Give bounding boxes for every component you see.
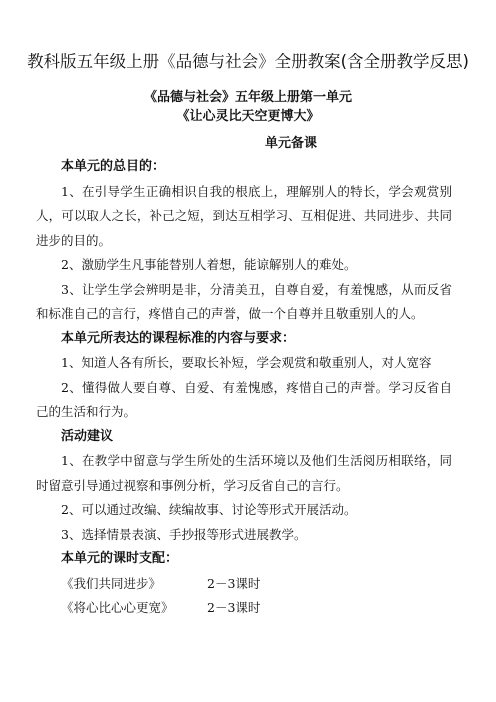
standards-heading: 本单元所表达的课程标准的内容与要求： — [61, 330, 296, 346]
document-body — [36, 155, 452, 621]
goal-item: 2、激励学生凡事能替别人着想，能谅解别人的难处。 — [61, 257, 357, 272]
schedule-hours: 2－3课时 — [207, 575, 261, 591]
schedule-lesson: 《我们共同进步》 — [61, 575, 162, 591]
activity-item: 2、可以通过改编、续编故事、讨论等形式开展活动。 — [61, 502, 357, 517]
schedule-row — [36, 596, 452, 621]
activity-item: 3、选择情景表演、手抄报等形式进展教学。 — [61, 526, 307, 542]
schedule-row — [36, 572, 452, 597]
unit-name-subtitle: 《让心灵比天空更博大》 — [176, 109, 320, 124]
book-unit-subtitle: 《品德与社会》五年级上册第一单元 — [143, 90, 352, 105]
standard-item: 1、知道人各有所长，要取长补短，学会观赏和敬重别人，对人宽容 — [61, 355, 432, 370]
goal-item: 1、在引导学生正确相识自我的根底上，理解别人的特长，学会观赏别人，可以取人之长，补己之短，到达互相学习、互相促进、共同进步、共同进步的目的。 — [36, 183, 452, 248]
activity-item: 1、在教学中留意与学生所处的生活环境以及他们生活阅历相联络，同时留意引导通过视察和事例分析，学习反省自己的言行。 — [36, 453, 452, 493]
schedule-heading: 本单元的课时支配： — [61, 551, 179, 566]
document-title: 教科版五年级上册《品德与社会》全册教案(含全册教学反思) — [27, 52, 469, 71]
unit-prep-label: 单元备课 — [265, 136, 318, 151]
goals-heading: 本单元的总目的： — [61, 159, 166, 174]
schedule-lesson: 《将心比心心更宽》 — [61, 600, 174, 615]
activities-heading: 活动建议 — [61, 428, 114, 444]
goal-item: 3、让学生学会辨明是非，分清美丑，自尊自爱，有羞愧感，从而反省和标准自己的言行，疼惜自己的声誉，做一个自尊并且敬重别人的人。 — [36, 281, 452, 321]
schedule-hours: 2－3课时 — [207, 600, 261, 615]
standard-item: 2、懂得做人要自尊、自爱、有羞愧感，疼惜自己的声誉。学习反省自己的生活和行为。 — [36, 379, 452, 419]
